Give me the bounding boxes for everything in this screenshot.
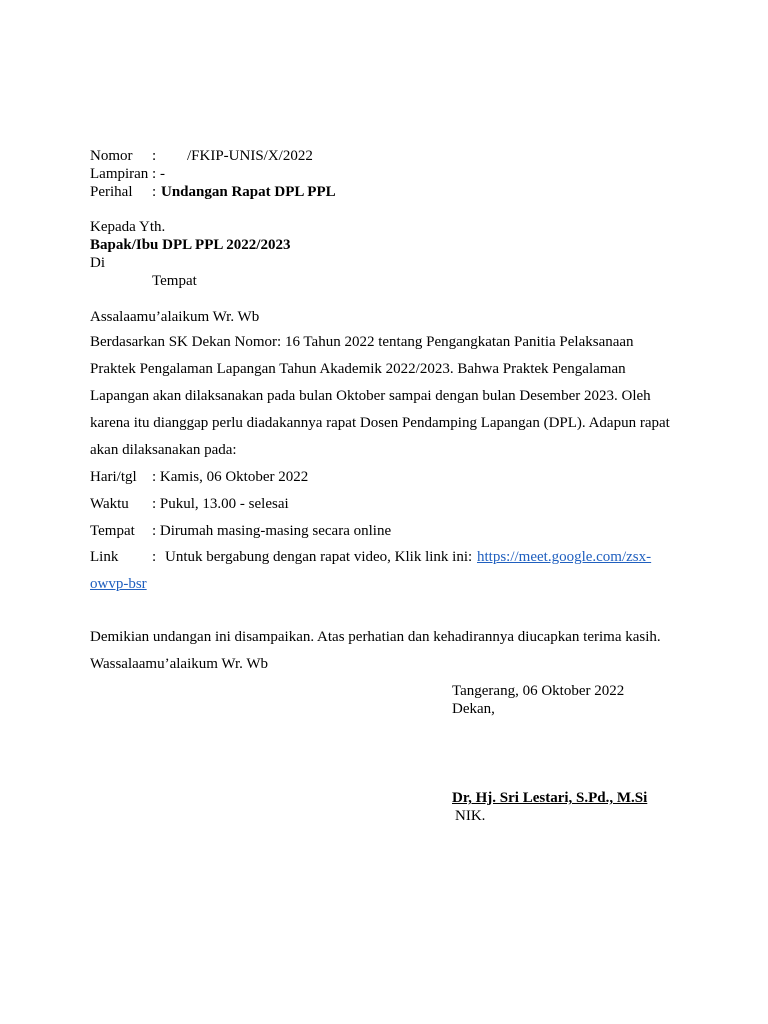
nomor-colon: : (152, 148, 157, 164)
link-instruction: Untuk bergabung dengan rapat video, Klik link ini: (165, 549, 473, 565)
perihal-value: Undangan Rapat DPL PPL (161, 184, 336, 200)
hari-value: : Kamis, 06 Oktober 2022 (152, 469, 309, 485)
closing-wassalam: Wassalaamu’alaikum Wr. Wb (90, 656, 269, 672)
nomor-value: /FKIP-UNIS/X/2022 (187, 148, 313, 164)
waktu-label: Waktu (90, 496, 129, 512)
perihal-label: Perihal (90, 184, 133, 200)
recipient-tempat: Tempat (152, 273, 197, 289)
body-line: karena itu dianggap perlu diadakannya rapat Dosen Pendamping Lapangan (DPL). Adapun rapat (90, 415, 670, 431)
perihal-colon: : (152, 184, 157, 200)
link-colon: : (152, 549, 157, 565)
tempat-value: : Dirumah masing-masing secara online (152, 523, 392, 539)
closing-demikian: Demikian undangan ini disampaikan. Atas perhatian dan kehadirannya diucapkan terima kasih. (90, 629, 661, 645)
recipient-di: Di (90, 255, 105, 271)
link-label: Link (90, 549, 119, 565)
hari-label: Hari/tgl (90, 469, 137, 485)
meet-link-part2[interactable]: owvp-bsr (90, 576, 147, 592)
meet-link-part1[interactable]: https://meet.google.com/zsx- (477, 549, 652, 565)
signature-title: Dekan, (452, 701, 495, 717)
tempat-label: Tempat (90, 523, 135, 539)
body-line: Praktek Pengalaman Lapangan Tahun Akademik 2022/2023. Bahwa Praktek Pengalaman (90, 361, 626, 377)
body-line: akan dilaksanakan pada: (90, 442, 237, 458)
signature-name: Dr, Hj. Sri Lestari, S.Pd., M.Si (452, 790, 648, 806)
nomor-label: Nomor (90, 148, 133, 164)
waktu-value: : Pukul, 13.00 - selesai (152, 496, 289, 512)
recipient-name: Bapak/Ibu DPL PPL 2022/2023 (90, 237, 291, 253)
recipient-greeting: Kepada Yth. (90, 219, 166, 235)
body-paragraph (90, 329, 690, 464)
lampiran-label: Lampiran : - (90, 166, 165, 182)
signature-nik: NIK. (455, 808, 486, 824)
opening-salam: Assalaamu’alaikum Wr. Wb (90, 309, 260, 325)
body-line: Lapangan akan dilaksanakan pada bulan Oktober sampai dengan bulan Desember 2023. Oleh (90, 388, 651, 404)
body-line: Berdasarkan SK Dekan Nomor: 16 Tahun 2022 tentang Pengangkatan Panitia Pelaksanaan (90, 334, 634, 350)
signature-place-date: Tangerang, 06 Oktober 2022 (452, 683, 625, 699)
